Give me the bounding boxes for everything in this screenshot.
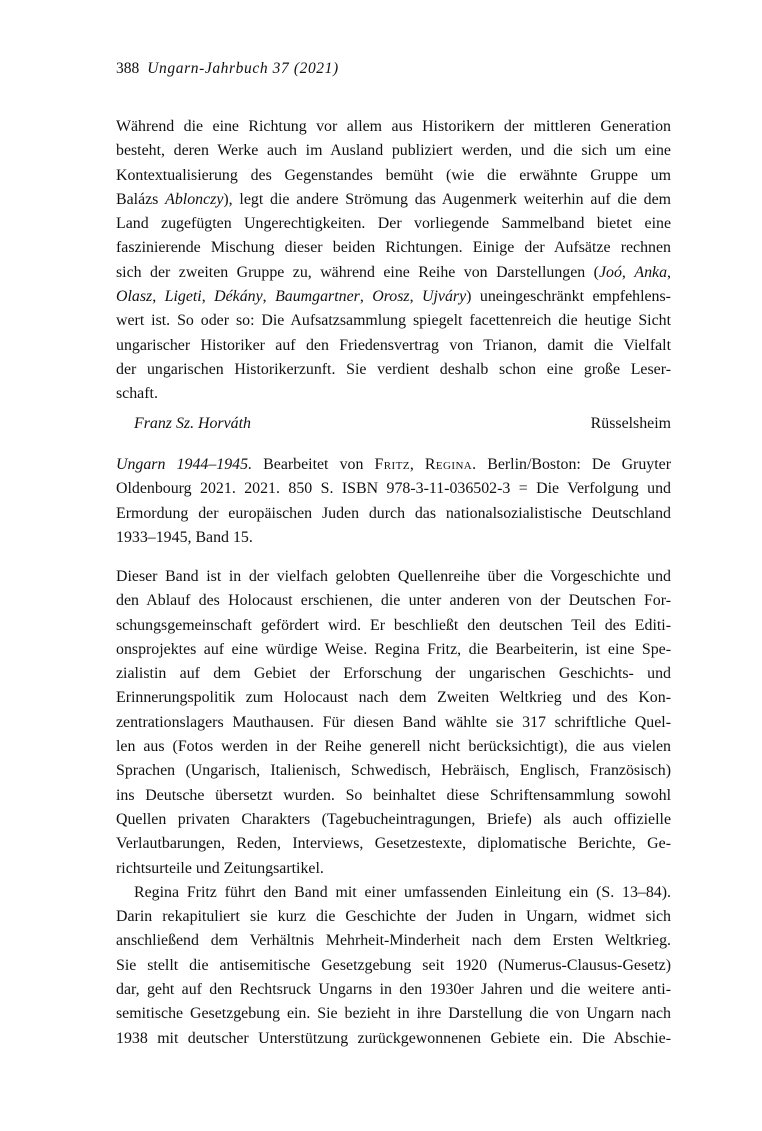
text-line: semitische Gesetzgebung ein. Sie bezieht in ihre Darstellung die von Ungarn nach <box>116 1005 671 1023</box>
text-line: len aus (Fotos werden in der Reihe generell nicht berücksichtigt), die aus vielen <box>116 738 671 756</box>
text-line: Erinnerungspolitik zum Holocaust nach dem Zweiten Weltkrieg und des Kon- <box>116 689 671 707</box>
book-title: Ungarn 1944–1945. <box>116 456 253 473</box>
running-title: Ungarn-Jahrbuch 37 (2021) <box>147 60 339 77</box>
author-name: Ujváry <box>422 288 467 306</box>
text-line: Olasz, Ligeti, Dékány, Baumgartner, Orosz, Ujváry) uneingeschränkt empfehlens- <box>116 288 671 306</box>
text-line: Regina Fritz führt den Band mit einer umfassenden Einleitung ein (S. 13–84). <box>134 883 671 901</box>
text-line: onsprojektes auf eine würdige Weise. Regina Fritz, die Bearbeiterin, ist eine Spe- <box>116 640 671 658</box>
paragraph-2 <box>116 881 671 1051</box>
text-line: richtsurteile und Zeitungsartikel. <box>116 859 324 877</box>
text-line: schaft. <box>116 385 158 403</box>
bibliographic-citation <box>116 453 671 550</box>
review-signature <box>116 412 671 436</box>
page-number: 388 <box>116 60 140 77</box>
text-line: ins Deutsche übersetzt wurden. So beinhaltet diese Schriftensammlung sowohl <box>116 786 671 804</box>
author-name: Anka <box>634 263 668 281</box>
review-body <box>116 565 671 1051</box>
previous-review-ending <box>116 115 671 436</box>
author-name: Baumgartner <box>275 288 360 306</box>
text-line: der ungarischen Historikerzunft. Sie verdient deshalb schon eine große Leser- <box>116 360 671 378</box>
text-line: zialistin auf dem Gebiet der Erforschung der ungarischen Geschichts- und <box>116 665 671 683</box>
text-line: Kontextualisierung des Gegenstandes bemüht (wie die erwähnte Gruppe um <box>116 166 671 184</box>
page-header <box>116 56 676 82</box>
text-line: Ungarn 1944–1945. Bearbeitet von Fritz, Regina. Berlin/Boston: De Gruyter <box>116 456 671 473</box>
text-line: sich der zweiten Gruppe zu, während eine Reihe von Darstellungen (Joó, Anka, <box>116 263 671 281</box>
text-line: 1933–1945, Band 15. <box>116 528 253 546</box>
reviewer-name: Franz Sz. Horváth <box>134 414 251 432</box>
text-line: dar, geht auf den Rechtsruck Ungarns in den 1930er Jahren und die weitere anti- <box>116 981 671 999</box>
text-line: Land zugefügten Ungerechtigkeiten. Der vorliegende Sammelband bietet eine <box>116 215 671 233</box>
text-line: ungarischer Historiker auf den Friedensvertrag von Trianon, damit die Vielfalt <box>116 336 671 354</box>
text-line: Verlautbarungen, Reden, Interviews, Gesetzestexte, diplomatische Berichte, Ge- <box>116 835 671 853</box>
text-line: Während die eine Richtung vor allem aus Historikern der mittleren Generation <box>116 118 671 135</box>
text-line: 1938 mit deutscher Unterstützung zurückgewonnenen Gebiete ein. Die Abschie- <box>116 1029 671 1047</box>
text-line: besteht, deren Werke auch im Ausland publiziert werden, und die sich um eine <box>116 142 671 160</box>
text-line: Sie stellt die antisemitische Gesetzgebung seit 1920 (Numerus-Clausus-Gesetz) <box>116 956 671 974</box>
text-line: den Ablauf des Holocaust erschienen, die unter anderen von der Deutschen For- <box>116 592 671 610</box>
text-line: wert ist. So oder so: Die Aufsatzsammlung spiegelt facettenreich die heutige Sicht <box>116 312 671 330</box>
reviewer-place: Rüsselsheim <box>590 414 671 432</box>
author-name: Orosz <box>372 288 410 306</box>
author-name: Joó <box>598 263 622 281</box>
text-line: anschließend dem Verhältnis Mehrheit-Minderheit nach dem Ersten Weltkrieg. <box>116 932 671 950</box>
editor-last-name: Fritz <box>374 456 410 473</box>
author-name: Dékány <box>214 288 263 306</box>
text-line: faszinierende Mischung dieser beiden Richtungen. Einige der Aufsätze rechnen <box>116 239 671 257</box>
text-line: schungsgemeinschaft gefördert wird. Er beschließt den deutschen Teil des Editi- <box>116 616 671 634</box>
text-line: Balázs Ablonczy), legt die andere Strömung das Augenmerk weiterhin auf die dem <box>116 190 671 208</box>
author-name: Ablonczy <box>165 190 224 208</box>
text-line: zentrationslagers Mauthausen. Für diesen Band wählte sie 317 schriftliche Quel- <box>116 713 671 731</box>
text-line: Ermordung der europäischen Juden durch das nationalsozialistische Deutschland <box>116 504 671 522</box>
text-line: Darin rekapituliert sie kurz die Geschichte der Juden in Ungarn, widmet sich <box>116 908 671 926</box>
author-name: Ligeti <box>164 288 202 306</box>
text-line: Oldenbourg 2021. 2021. 850 S. ISBN 978-3-11-036502-3 = Die Verfolgung und <box>116 480 671 498</box>
text-line: Quellen privaten Charakters (Tagebucheintragungen, Briefe) als auch offizielle <box>116 810 671 828</box>
text-line: Dieser Band ist in der vielfach gelobten Quellenreihe über die Vorgeschichte und <box>116 568 671 585</box>
author-name: Olasz <box>116 288 153 306</box>
paragraph-1 <box>116 565 671 881</box>
text-line: Sprachen (Ungarisch, Italienisch, Schwedisch, Hebräisch, Englisch, Französisch) <box>116 762 671 780</box>
editor-first-name: Regina <box>424 456 473 473</box>
